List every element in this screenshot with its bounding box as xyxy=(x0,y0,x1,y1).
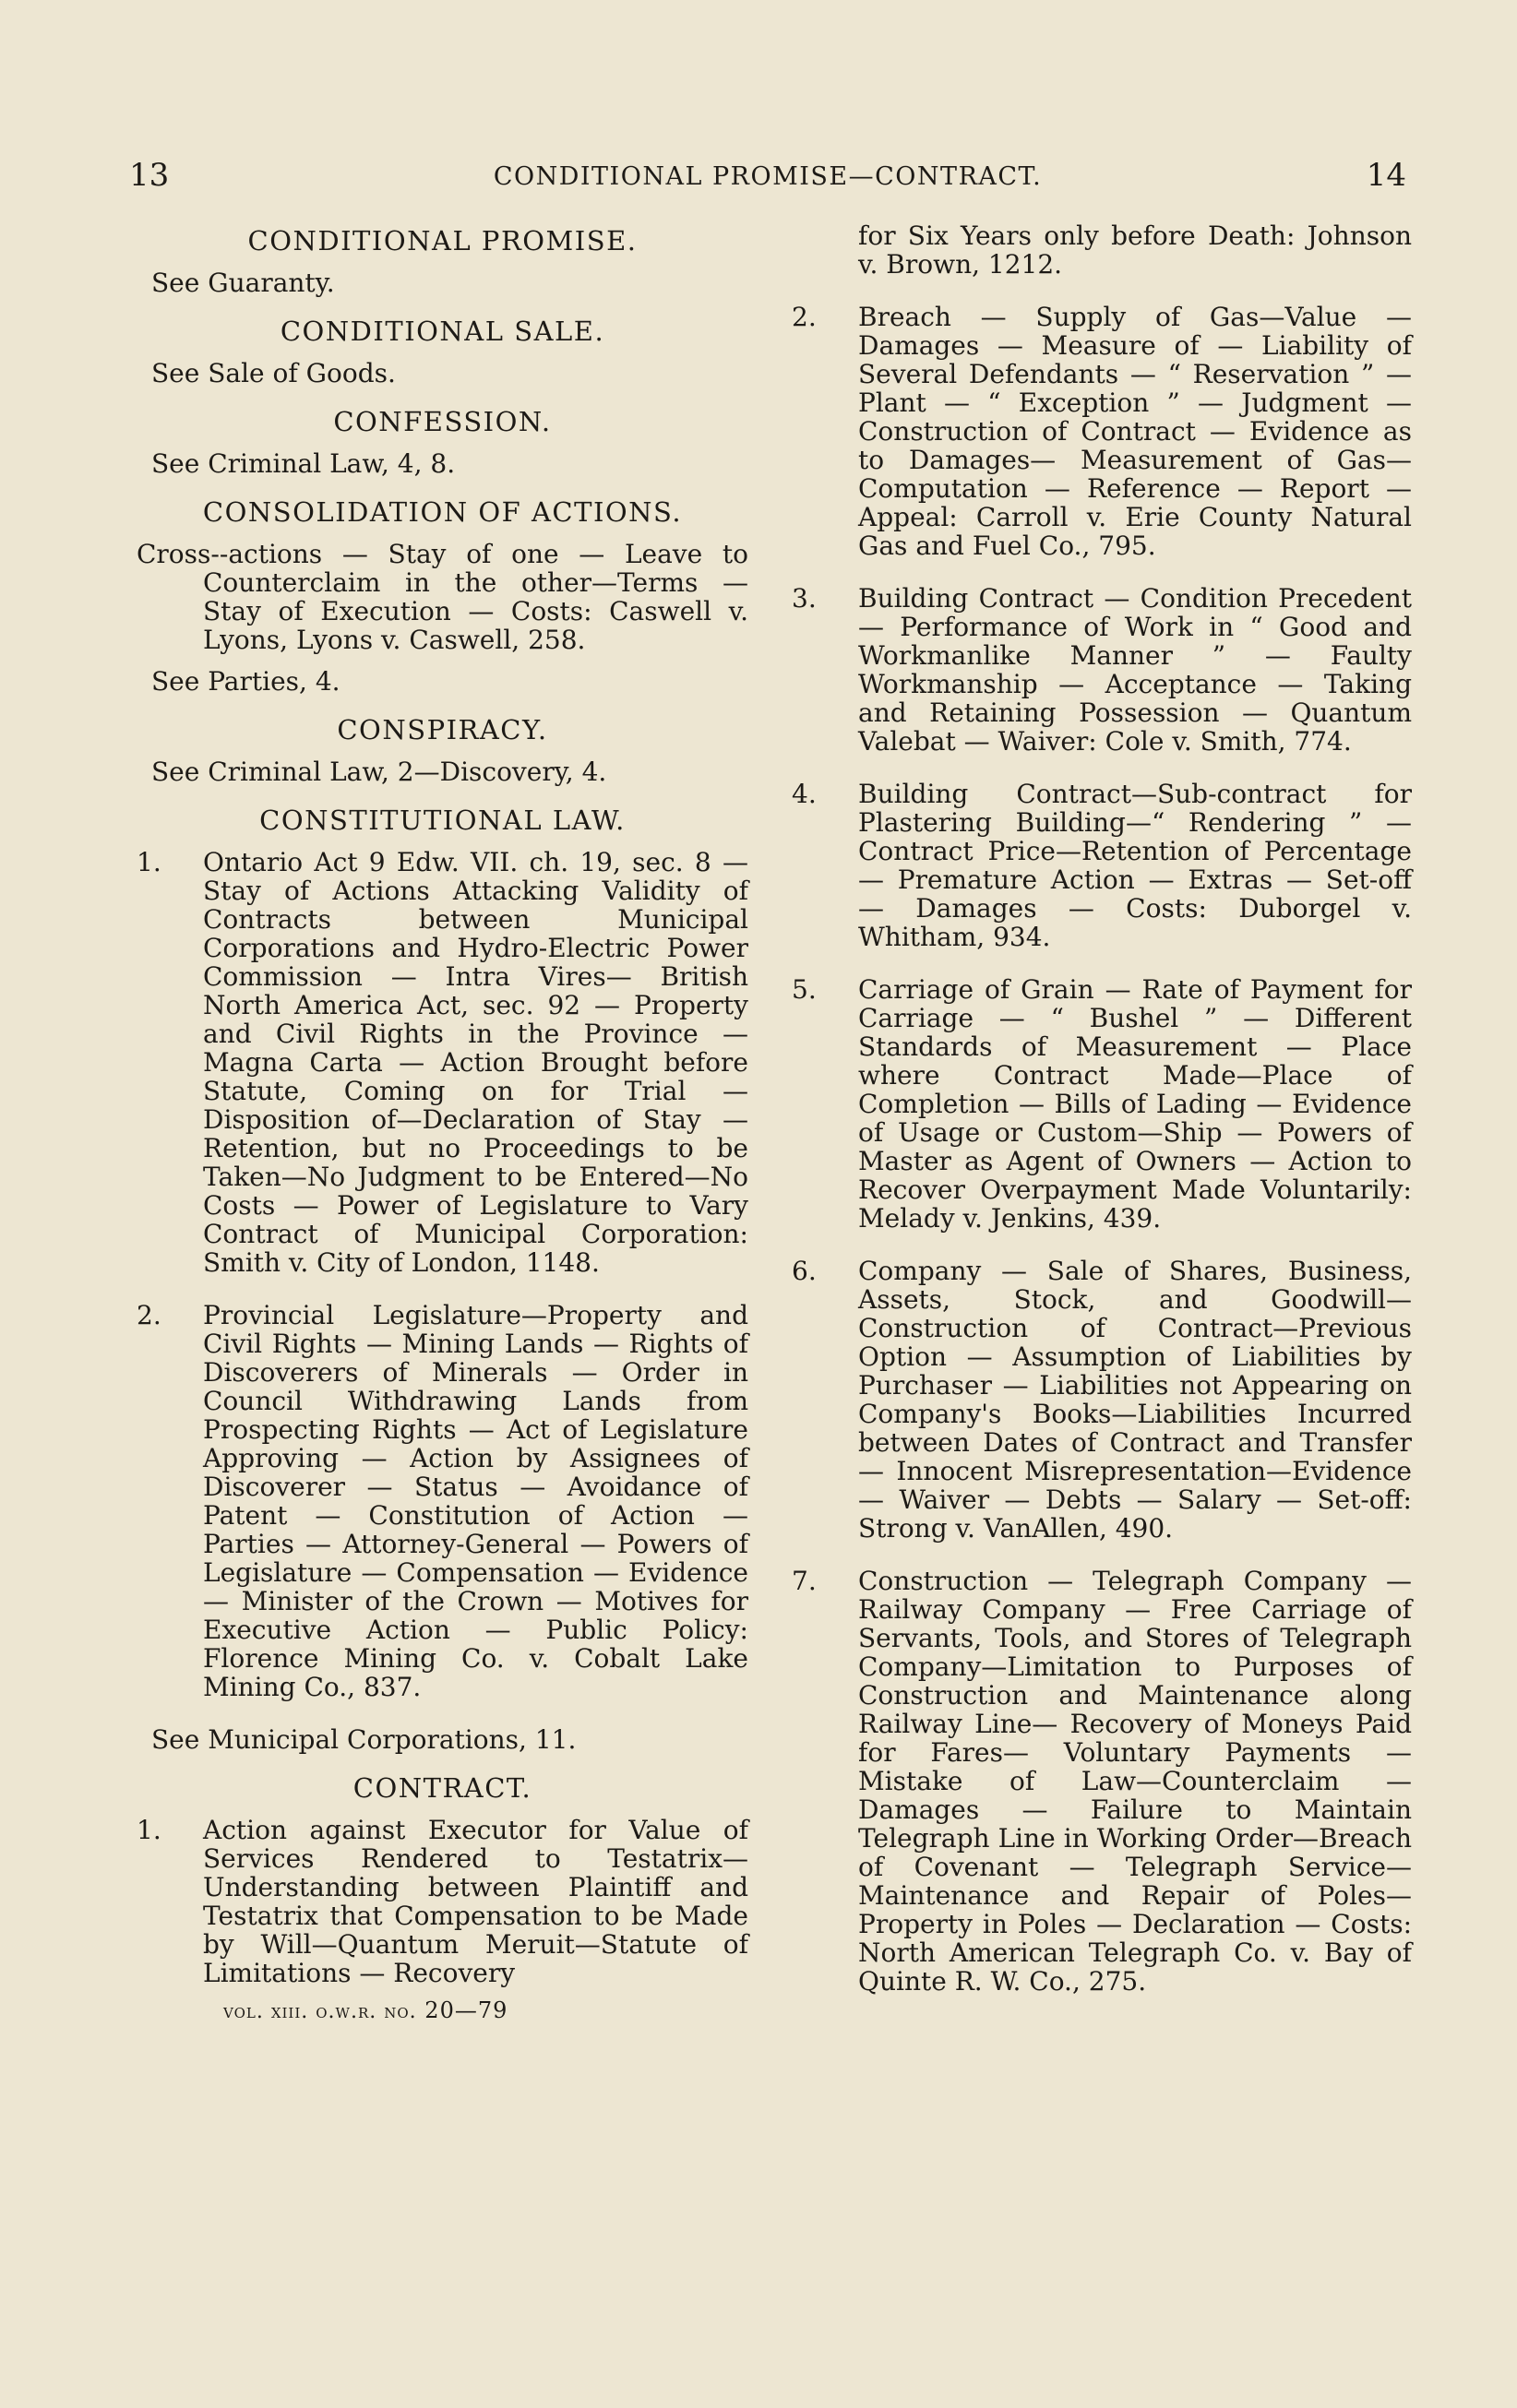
index-entry xyxy=(792,1257,1412,1543)
page-number-left: 13 xyxy=(129,157,170,194)
section-heading: CONSTITUTIONAL LAW. xyxy=(259,805,626,836)
entry-text: Building Contract—Sub-contract for Plastering Building—“ Rendering ” — Contract Price—Retention of Percentage — Premature Action — Extras — Set-off — Damages — Costs: Duborgel v. Whitham, 934. xyxy=(858,779,1412,952)
entry-continuation: for Six Years only before Death: Johnson v. Brown, 1212. xyxy=(858,221,1412,280)
cross-reference: See Parties, 4. xyxy=(151,666,340,697)
entry-text: Action against Executor for Value of Services Rendered to Testatrix—Understanding between Plaintiff and Testatrix that Compensation to be Made by Will—Quantum Meruit—Statute of Limitations — Recovery xyxy=(203,1815,748,1988)
page-number-right: 14 xyxy=(1366,157,1406,194)
section-heading: CONTRACT. xyxy=(352,1772,532,1804)
index-entry xyxy=(792,303,1412,560)
left-column xyxy=(137,221,748,2026)
entry-number: 3. xyxy=(792,583,817,614)
index-entry: Cross--actions — Stay of one — Leave to Counterclaim in the other—Terms — Stay of Execution — Costs: Caswell v. Lyons, Lyons v. Caswell, 258. xyxy=(137,539,748,655)
index-entry xyxy=(137,1816,748,1987)
section-heading: CONFESSION. xyxy=(333,406,552,437)
entry-number: 1. xyxy=(137,1815,161,1845)
index-entry xyxy=(792,780,1412,951)
signature-footer xyxy=(137,1997,748,2026)
cross-reference: See Sale of Goods. xyxy=(151,358,396,388)
entry-text: Breach — Supply of Gas—Value — Damages — Measure of — Liability of Several Defendants — “ Reservation ” — Plant — “ Exception ” — Judgment — Construction of Contract — Evidence as to Damages— Measurement of Gas—Computation — Reference — Report — Appeal: Carroll v. Erie County Natural Gas and Fuel Co., 795. xyxy=(858,302,1412,561)
cross-reference: See Criminal Law, 2—Discovery, 4. xyxy=(151,757,607,787)
index-entry xyxy=(137,1301,748,1701)
footer-volume: vol. xiii. o.w.r. no. xyxy=(223,2000,417,2023)
entry-text: Company — Sale of Shares, Business, Assets, Stock, and Goodwill—Construction of Contract—Previous Option — Assumption of Liabilities by Purchaser — Liabilities not Appearing on Company's Books—Liabilities Incurred between Dates of Contract and Transfer — Innocent Misrepresentation—Evidence — Waiver — Debts — Salary — Set-off: Strong v. VanAllen, 490. xyxy=(858,1256,1412,1544)
index-entry xyxy=(792,975,1412,1233)
entry-text: Carriage of Grain — Rate of Payment for Carriage — “ Bushel ” — Different Standards of Measurement — Place where Contract Made—Place of Completion — Bills of Lading — Evidence of Usage or Custom—Ship — Powers of Master as Agent of Owners — Action to Recover Overpayment Made Voluntarily: Melady v. Jenkins, 439. xyxy=(858,974,1412,1234)
entry-number: 2. xyxy=(792,302,817,332)
entry-text: Ontario Act 9 Edw. VII. ch. 19, sec. 8 —Stay of Actions Attacking Validity of Contracts between Municipal Corporations and Hydro-Electric Power Commission — Intra Vires— British North America Act, sec. 92 — Property and Civil Rights in the Province — Magna Carta — Action Brought before Statute, Coming on for Trial — Disposition of—Declaration of Stay — Retention, but no Proceedings to be Taken—No Judgment to be Entered—No Costs — Power of Legislature to Vary Contract of Municipal Corporation: Smith v. City of London, 1148. xyxy=(203,847,748,1278)
section-heading: CONDITIONAL PROMISE. xyxy=(247,225,638,256)
cross-reference: See Guaranty. xyxy=(151,268,335,298)
index-entry xyxy=(792,584,1412,756)
entry-number: 1. xyxy=(137,847,161,877)
cross-reference: See Municipal Corporations, 11. xyxy=(151,1724,577,1755)
section-heading: CONSPIRACY. xyxy=(337,714,548,745)
entry-text: Building Contract — Condition Precedent — Performance of Work in “ Good and Workmanlike Manner ” — Faulty Workmanship — Acceptance — Taking and Retaining Possession — Quantum Valebat — Waiver: Cole v. Smith, 774. xyxy=(858,583,1412,757)
section-heading: CONSOLIDATION OF ACTIONS. xyxy=(202,496,683,528)
entry-number: 6. xyxy=(792,1256,817,1286)
entry-number: 7. xyxy=(792,1566,817,1596)
running-header xyxy=(129,157,1406,197)
entry-number: 2. xyxy=(137,1300,161,1330)
section-heading: CONDITIONAL SALE. xyxy=(280,316,605,347)
entry-text: Provincial Legislature—Property and Civil Rights — Mining Lands — Rights of Discoverers of Minerals — Order in Council Withdrawing Lands from Prospecting Rights — Act of Legislature Approving — Action by Assignees of Discoverer — Status — Avoidance of Patent — Constitution of Action — Parties — Attorney-General — Powers of Legislature — Compensation — Evidence — Minister of the Crown — Motives for Executive Action — Public Policy: Florence Mining Co. v. Cobalt Lake Mining Co., 837. xyxy=(203,1300,748,1702)
index-entry xyxy=(792,1567,1412,1996)
entry-number: 5. xyxy=(792,974,817,1005)
right-column xyxy=(792,221,1412,2020)
entry-text: Construction — Telegraph Company — Railway Company — Free Carriage of Servants, Tools, and Stores of Telegraph Company—Limitation to Purposes of Construction and Maintenance along Railway Line— Recovery of Moneys Paid for Fares— Voluntary Payments — Mistake of Law—Counterclaim — Damages — Failure to Maintain Telegraph Line in Working Order—Breach of Covenant — Telegraph Service—Maintenance and Repair of Poles—Property in Poles — Declaration — Costs: North American Telegraph Co. v. Bay of Quinte R. W. Co., 275. xyxy=(858,1566,1412,1997)
running-title: CONDITIONAL PROMISE—CONTRACT. xyxy=(493,162,1043,191)
cross-reference: See Criminal Law, 4, 8. xyxy=(151,448,456,479)
entry-number: 4. xyxy=(792,779,817,809)
index-entry xyxy=(137,848,748,1277)
footer-number: 20—79 xyxy=(424,1997,508,2023)
